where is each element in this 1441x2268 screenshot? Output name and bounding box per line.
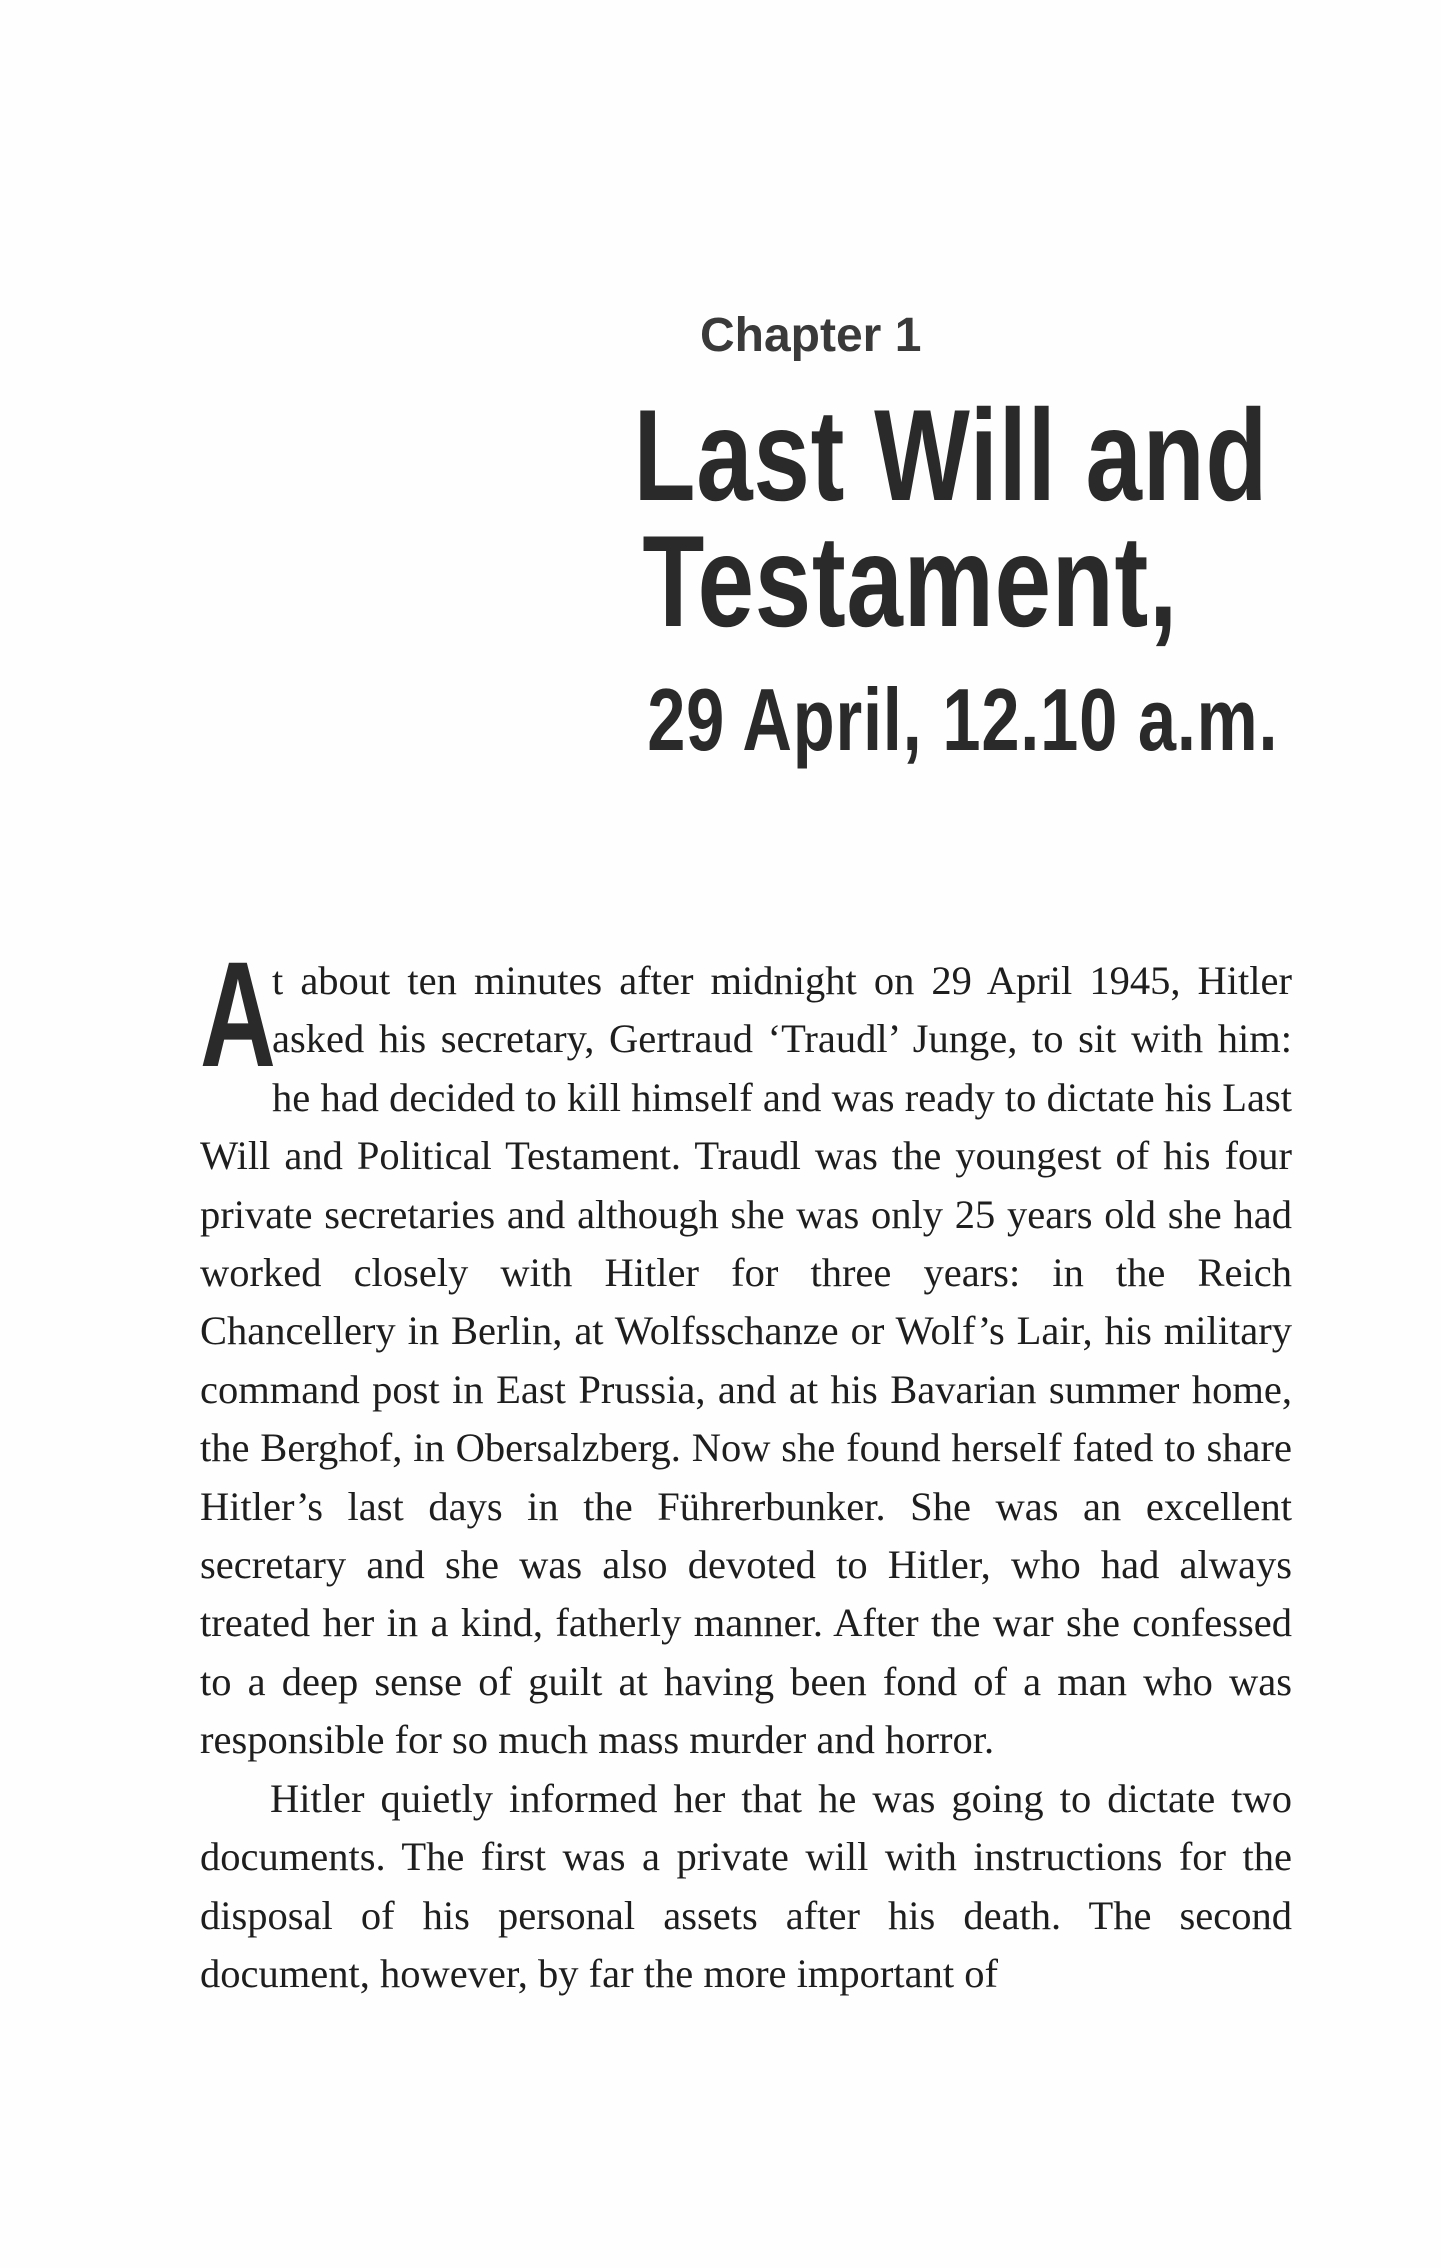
paragraph-2: Hitler quietly informed her that he was going to dictate two documents. The first was a private will with instructions for the disposal of his personal assets after his death. The second document, however, by far the more important of — [200, 1775, 1292, 1996]
paragraph-1-text: t about ten minutes after midnight on 29 April 1945, Hitler asked his secretary, Gertraud ‘Traudl’ Junge, to sit with him: he had decided to kill himself and was ready to dictate his Last Will and Political Testament. Traudl was the youngest of his four private secretaries and although she was only 25 years old she had worked closely with Hitler for three years: in the Reich Chancellery in Berlin, at Wolfsschanze or Wolf’s Lair, his military command post in East Prussia, and at his Bavarian summer home, the Berghof, in Obersalzberg. Now she found herself fated to share Hitler’s last days in the Führerbunker. She was an excellent secretary and she was also devoted to Hitler, who had always treated her in a kind, fatherly manner. After the war she confessed to a deep sense of guilt at having been fond of a man who was responsible for so much mass murder and horror. — [200, 958, 1292, 1763]
chapter-number: Chapter 1 — [700, 309, 922, 362]
chapter-title-line-2: Testament, — [642, 508, 1178, 654]
chapter-title — [480, 382, 1279, 769]
drop-cap: A — [200, 930, 276, 1098]
chapter-subtitle-date: 29 April, 12.10 a.m. — [647, 670, 1279, 769]
paragraph-1 — [200, 930, 1292, 1770]
chapter-title-line-1: Last Will and — [633, 382, 1269, 528]
body-text — [200, 930, 1292, 2003]
